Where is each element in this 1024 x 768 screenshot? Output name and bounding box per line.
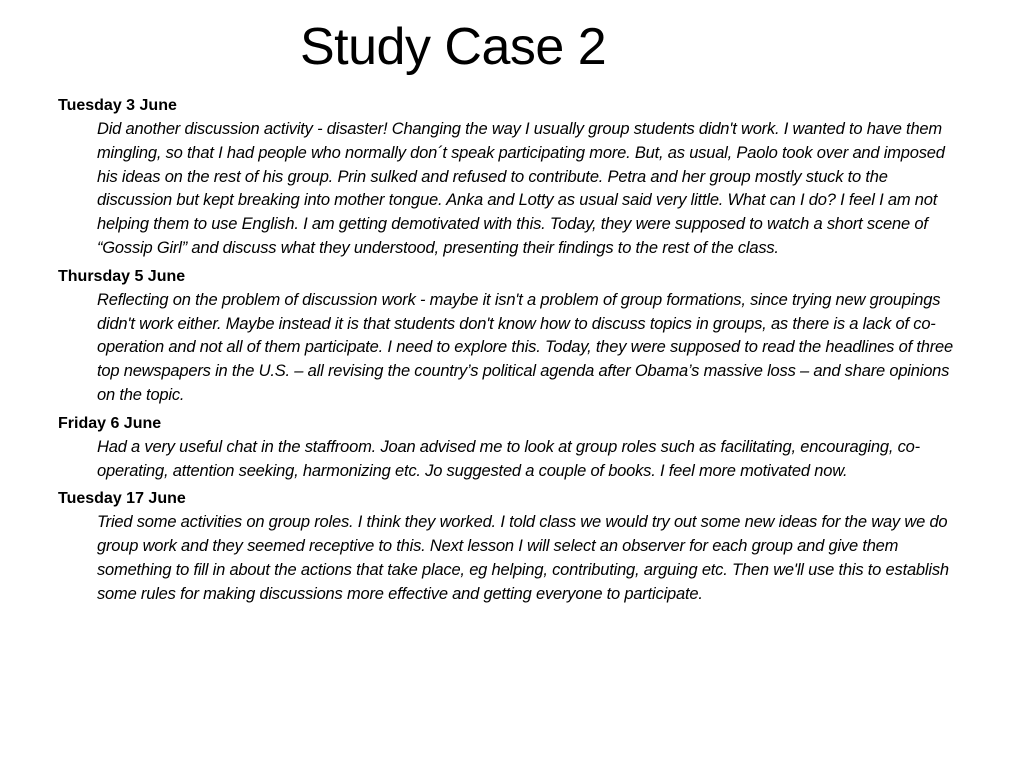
journal-entries [58,95,958,612]
entry-text: Did another discussion activity - disaster! Changing the way I usually group students didn't work. I wanted to have them mingling, so that I had people who normally don´t speak participating more. But, as usual, Paolo took over and imposed his ideas on the rest of his group. Prin sulked and refused to contribute. Petra and her group mostly stuck to the discussion but kept breaking into mother tongue. Anka and Lotty as usual said very little. What can I do? I feel I am not helping them to use English. I am getting demotivated with this. Today, they were supposed to watch a short scene of “Gossip Girl” and discuss what they understood, presenting their findings to the rest of the class. [97,120,945,257]
entry-text: Had a very useful chat in the staffroom. Joan advised me to look at group roles such as facilitating, encouraging, co-operating, attention seeking, harmonizing etc. Jo suggested a couple of books. I feel more motivated now. [97,437,920,480]
journal-entry [58,266,958,408]
entry-text: Tried some activities on group roles. I think they worked. I told class we would try out some new ideas for the way we do group work and they seemed receptive to this. Next lesson I will select an observer for each group and give them something to fill in about the actions that take place, eg helping, contributing, arguing etc. Then we'll use this to establish some rules for making discussions more effective and getting everyone to participate. [97,513,949,603]
entry-text: Reflecting on the problem of discussion work - maybe it isn't a problem of group formations, since trying new groupings didn't work either. Maybe instead it is that students don't know how to discuss topics in groups, as there is a lack of co-operation and not all of them participate. I need to explore this. Today, they were supposed to read the headlines of three top newspapers in the U.S. – all revising the country’s political agenda after Obama’s massive loss – and share opinions on the topic. [97,290,953,404]
entry-date: Tuesday 3 June [58,97,177,114]
journal-entry [58,488,958,606]
journal-entry [58,413,958,484]
journal-entry [58,95,958,261]
slide-title: Study Case 2 [300,18,607,76]
entry-date: Thursday 5 June [58,267,186,285]
entry-date: Tuesday 17 June [58,490,186,508]
entry-date: Friday 6 June [58,414,162,432]
